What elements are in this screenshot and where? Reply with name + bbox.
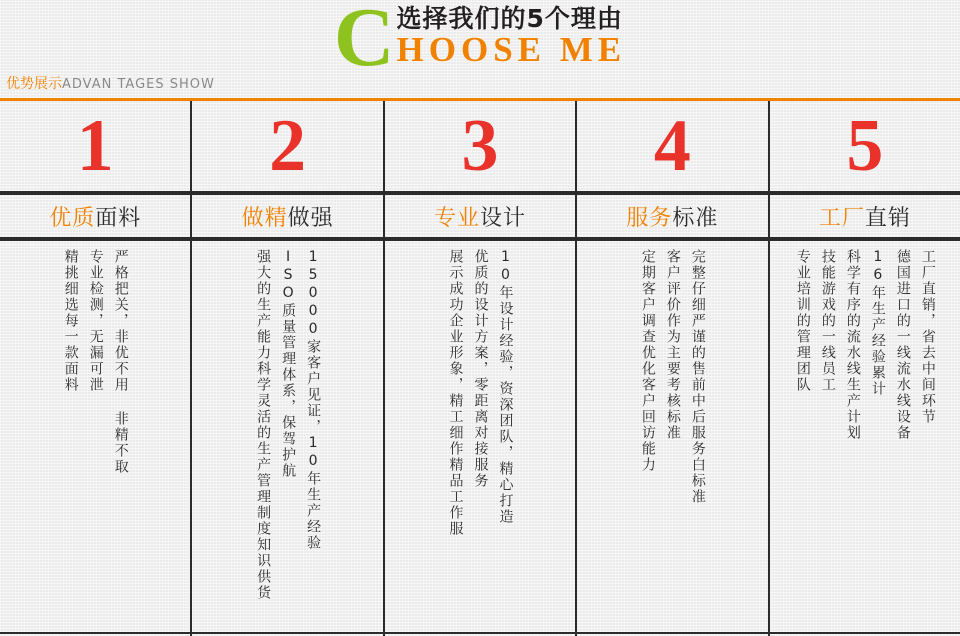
number-badge: 1 xyxy=(76,105,114,187)
detail-item: 强大的生产能力科学灵活的生产管理制度知识供货 xyxy=(255,249,272,601)
header-text-block xyxy=(397,0,627,68)
column-5-title xyxy=(770,195,960,237)
section-subtitle xyxy=(6,74,215,95)
page-title: 选择我们的5个理由 xyxy=(396,4,623,33)
detail-item: 定期客户调查优化客户回访能力 xyxy=(639,249,656,473)
divider-bottom xyxy=(0,632,960,634)
column-title-rest: 标准 xyxy=(672,205,719,231)
detail-item: 精挑细选每一款面料 xyxy=(62,249,79,393)
number-badge: 4 xyxy=(653,105,691,187)
detail-item: 严格把关，非优不用 非精不取 xyxy=(112,249,129,475)
drop-cap-letter: C xyxy=(333,0,393,84)
detail-item: 优质的设计方案，零距离对接服务 xyxy=(472,249,489,489)
section-subtitle-bar xyxy=(0,74,960,101)
column-title-accent: 服务 xyxy=(626,205,673,231)
column-2-number xyxy=(192,101,384,191)
detail-item: 10年设计经验，资深团队，精心打造 xyxy=(497,249,514,525)
column-3-number xyxy=(385,101,577,191)
detail-item: 工厂直销，省去中间环节 xyxy=(919,249,936,425)
detail-item: 专业培训的管理团队 xyxy=(794,249,811,393)
column-title-rest: 做强 xyxy=(287,205,334,231)
column-1-number xyxy=(0,101,192,191)
titles-row xyxy=(0,195,960,237)
details-row xyxy=(0,241,960,636)
column-4-title xyxy=(577,195,769,237)
column-4-details xyxy=(577,241,769,636)
detail-item: 展示成功企业形象，精工细作精品工作服 xyxy=(447,249,464,537)
column-2-details xyxy=(192,241,384,636)
column-title-accent: 工厂 xyxy=(818,205,865,231)
column-title-accent: 专业 xyxy=(434,205,481,231)
detail-item: 完整仔细严谨的售前中后服务白标准 xyxy=(689,249,706,505)
column-1-details xyxy=(0,241,192,636)
detail-item: 客户评价作为主要考核标准 xyxy=(664,249,681,441)
column-3-details xyxy=(385,241,577,636)
column-2-title xyxy=(192,195,384,237)
detail-item: 16年生产经验累计 xyxy=(869,249,886,397)
column-title-accent: 优质 xyxy=(49,205,96,231)
detail-item: 技能游戏的一线员工 xyxy=(819,249,836,393)
detail-item: ISO质量管理体系，保驾护航 xyxy=(280,249,297,479)
detail-item: 科学有序的流水线生产计划 xyxy=(844,249,861,441)
column-title-rest: 设计 xyxy=(480,205,527,231)
page-title-english: HOOSE ME xyxy=(396,30,627,69)
section-subtitle-en: ADVAN TAGES SHOW xyxy=(62,77,215,92)
detail-item: 15000家客户见证，10年生产经验 xyxy=(305,249,322,551)
column-title-rest: 面料 xyxy=(95,205,142,231)
number-badge: 2 xyxy=(269,105,307,187)
section-subtitle-cn: 优势展示 xyxy=(6,76,62,92)
detail-item: 德国进口的一线流水线设备 xyxy=(894,249,911,441)
column-title-accent: 做精 xyxy=(241,205,288,231)
numbers-row xyxy=(0,101,960,191)
column-5-details xyxy=(770,241,960,636)
number-badge: 3 xyxy=(461,105,499,187)
column-4-number xyxy=(577,101,769,191)
detail-item: 专业检测，无漏可泄 xyxy=(87,249,104,393)
column-3-title xyxy=(385,195,577,237)
column-1-title xyxy=(0,195,192,237)
number-badge: 5 xyxy=(846,105,884,187)
column-title-rest: 直销 xyxy=(864,205,911,231)
column-5-number xyxy=(770,101,960,191)
